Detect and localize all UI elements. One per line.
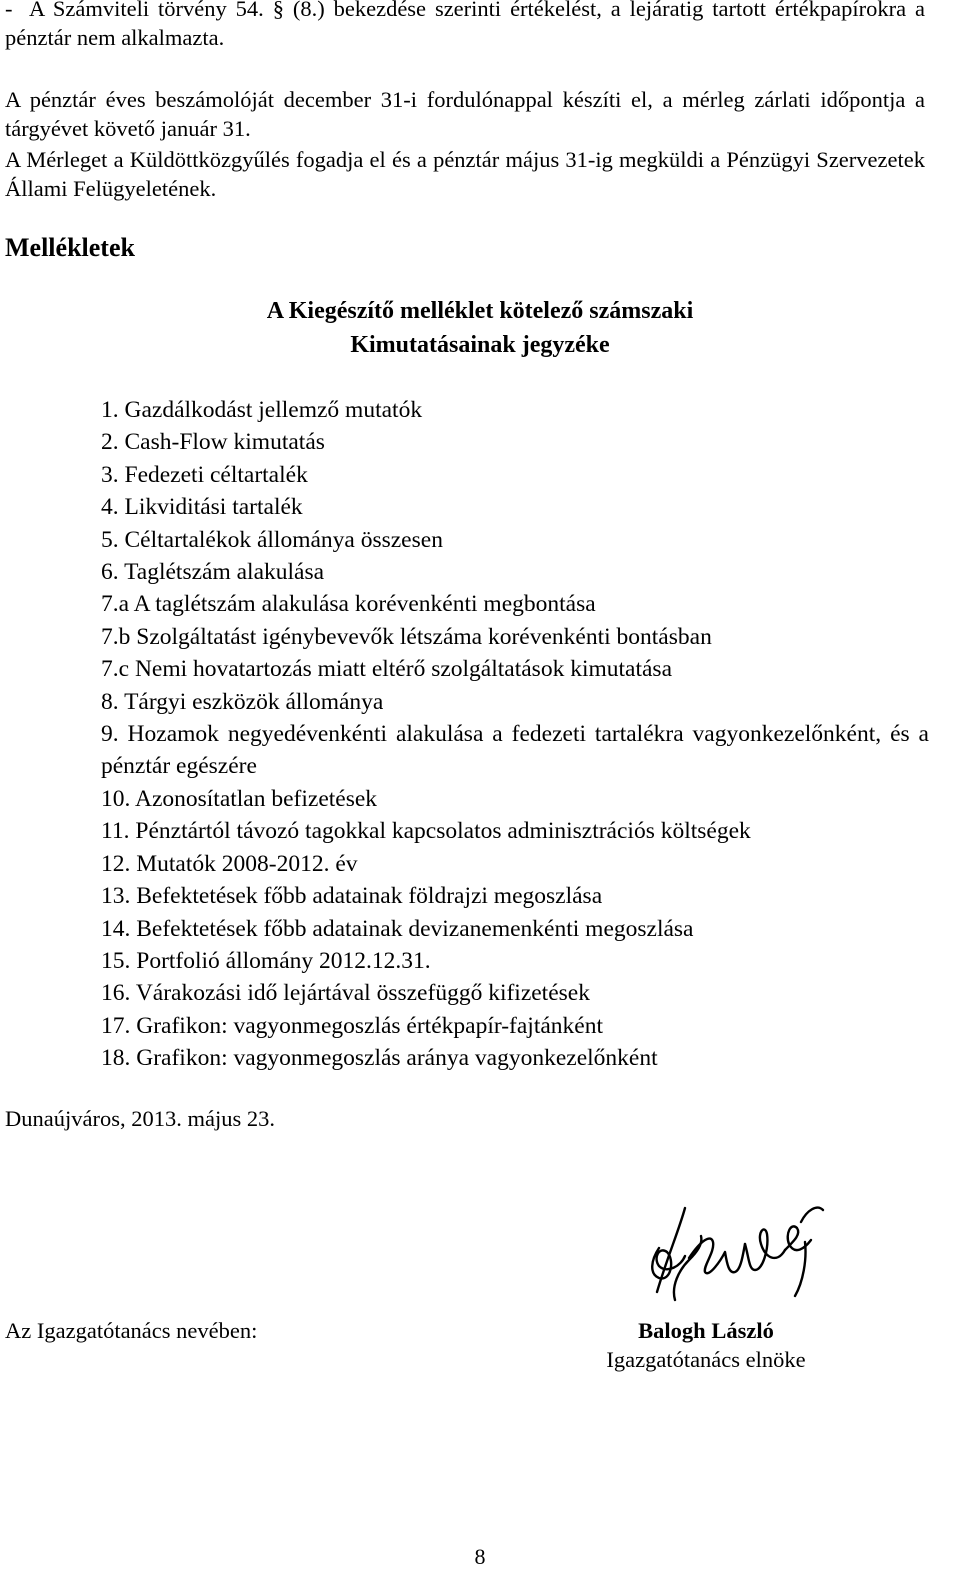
annex-list-item [101, 556, 929, 588]
annex-item-number: 14. [101, 915, 131, 942]
annex-item-number: 3. [101, 461, 119, 488]
annex-list-item [101, 718, 929, 783]
handwritten-signature [645, 1200, 830, 1310]
annex-item-text: Grafikon: vagyonmegoszlás aránya vagyonkezelőnként [136, 1045, 658, 1072]
annex-item-number: 7.b [101, 623, 131, 650]
annex-item-number: 1. [101, 397, 119, 423]
annex-item-text: Portfolió állomány 2012.12.31. [136, 947, 431, 974]
annex-item-number: 18. [101, 1045, 131, 1072]
subtitle-line-2: Kimutatásainak jegyzéke [350, 332, 610, 358]
annex-item-text: Fedezeti céltartalék [124, 461, 308, 488]
paragraph-fiscal-year: A pénztár éves beszámolóját december 31-i fordulónappal készíti el, a mérleg zárlati időpontja a tárgyévet követő január 31. [5, 87, 925, 141]
annex-item-text: Likviditási tartalék [124, 494, 303, 521]
annex-list-item [101, 459, 929, 491]
annex-item-number: 12. [101, 850, 131, 877]
annex-list-item [101, 815, 929, 847]
annex-item-text: Grafikon: vagyonmegoszlás értékpapír-fajtánként [136, 1012, 603, 1039]
annex-item-text: Céltartalékok állománya összesen [124, 526, 443, 553]
annex-item-text: A taglétszám alakulása korévenkénti megbontása [133, 591, 596, 618]
annex-list-item [101, 945, 929, 977]
annex-item-text: Gazdálkodást jellemző mutatók [124, 397, 423, 423]
annex-item-text: Befektetések főbb adatainak földrajzi megoszlása [136, 883, 603, 910]
annex-item-number: 7.c [101, 656, 130, 683]
annex-item-text: Tárgyi eszközök állománya [124, 688, 384, 715]
bullet-text: A Számviteli törvény 54. § (8.) bekezdése szerinti értékelést, a lejáratig tartott értékpapírokra a pénztár nem alkalmazta. [5, 0, 925, 50]
annex-list-item [101, 880, 929, 912]
annex-item-text: Várakozási idő lejártával összefüggő kifizetések [135, 980, 590, 1007]
annex-item-number: 6. [101, 559, 119, 586]
annex-list-item [101, 1042, 929, 1074]
annex-list-item [101, 1010, 929, 1042]
annex-list-item [101, 783, 929, 815]
annex-list-item [101, 524, 929, 556]
annex-list-item [101, 653, 929, 685]
annex-item-text: Mutatók 2008-2012. év [136, 850, 358, 877]
annex-item-text: Azonosítatlan befizetések [134, 785, 378, 812]
annex-list-item [101, 394, 929, 426]
section-title: Mellékletek [5, 233, 135, 262]
annex-list [101, 394, 929, 1075]
annex-item-text: Szolgáltatást igénybevevők létszáma korévenkénti bontásban [136, 623, 712, 650]
place-and-date: Dunaújváros, 2013. május 23. [5, 1106, 275, 1131]
annex-list-item [101, 913, 929, 945]
annex-item-text: Taglétszám alakulása [124, 559, 325, 586]
annex-item-text: Nemi hovatartozás miatt eltérő szolgáltatások kimutatása [134, 656, 672, 683]
annex-item-number: 11. [101, 818, 130, 845]
annex-item-number: 5. [101, 526, 119, 553]
annex-list-item [101, 426, 929, 458]
annex-item-number: 10. [101, 785, 131, 812]
annex-item-number: 17. [101, 1012, 131, 1039]
annex-item-text: Befektetések főbb adatainak devizanemenkénti megoszlása [136, 915, 694, 942]
annex-item-number: 16. [101, 980, 131, 1007]
annex-item-number: 13. [101, 883, 131, 910]
annex-item-number: 15. [101, 947, 131, 974]
subtitle-line-1: A Kiegészítő melléklet kötelező számszaki [266, 298, 694, 324]
signer-title: Igazgatótanács elnöke [606, 1347, 806, 1372]
annex-item-number: 8. [101, 688, 119, 715]
annex-list-item [101, 491, 929, 523]
annex-item-number: 7.a [101, 591, 130, 618]
signer-name: Balogh László [638, 1318, 774, 1343]
annex-list-item [101, 621, 929, 653]
annex-list-item [101, 588, 929, 620]
annex-item-text: Pénztártól távozó tagokkal kapcsolatos adminisztrációs költségek [135, 818, 751, 845]
annex-item-number: 4. [101, 494, 119, 521]
annex-item-text: Cash-Flow kimutatás [124, 429, 325, 456]
annex-list-item [101, 686, 929, 718]
bullet-paragraph [5, 0, 925, 52]
on-behalf-label: Az Igazgatótanács nevében: [5, 1318, 258, 1343]
annex-item-number: 9. [101, 721, 119, 748]
annex-list-item [101, 848, 929, 880]
annex-item-text: Hozamok negyedévenkénti alakulása a fedezeti tartalékra vagyonkezelőnként, és a pénztár egészére [101, 721, 929, 780]
bullet-dash: - [5, 0, 13, 21]
annex-list-item [101, 977, 929, 1009]
paragraph-balance-sheet: A Mérleget a Küldöttközgyűlés fogadja el és a pénztár május 31-ig megküldi a Pénzügyi Szervezetek Állami Felügyeletének. [5, 147, 925, 201]
annex-item-number: 2. [101, 429, 119, 456]
page-number: 8 [474, 1544, 486, 1569]
